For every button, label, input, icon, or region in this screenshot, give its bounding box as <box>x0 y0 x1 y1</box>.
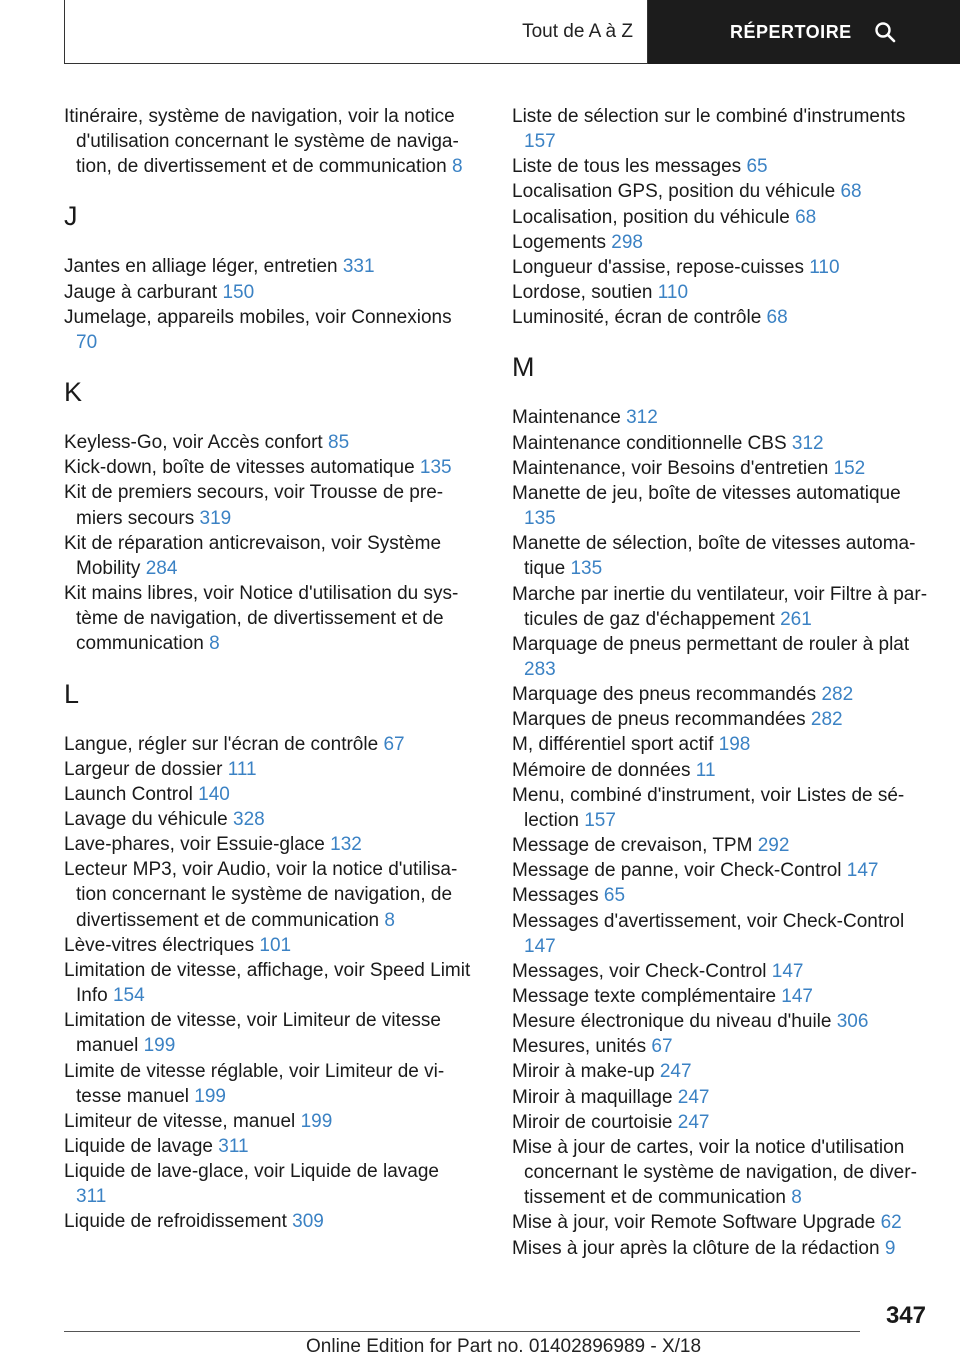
index-entry <box>512 732 928 757</box>
index-entry <box>512 1034 928 1059</box>
index-entry-text: Manette de jeu, boîte de vitesses automatique <box>512 482 901 504</box>
index-entry-text: Marche par inertie du ventilateur, voir Filtre à particules de gaz d'échappement <box>512 583 928 630</box>
page-link[interactable]: 67 <box>383 733 405 755</box>
index-entry-text: Lève-vitres électriques <box>64 934 260 956</box>
index-entry <box>512 883 928 908</box>
index-entry <box>512 959 928 984</box>
index-entry <box>512 758 928 783</box>
page-link[interactable]: 328 <box>233 808 265 830</box>
index-entry-text: Kit de premiers secours, voir Trousse de premiers secours <box>64 482 444 529</box>
search-icon[interactable] <box>874 21 896 43</box>
index-entry <box>64 857 474 932</box>
page-link[interactable]: 319 <box>199 507 232 529</box>
index-entry <box>512 1059 928 1084</box>
page-link[interactable]: 147 <box>524 935 556 957</box>
index-entry <box>512 783 928 833</box>
page-link[interactable]: 8 <box>209 633 220 655</box>
index-entry-text: Message de panne, voir Check-Control <box>512 860 847 882</box>
index-entry <box>512 255 928 280</box>
index-entry-text: Maintenance, voir Besoins d'entretien <box>512 457 834 479</box>
page-link[interactable]: 65 <box>603 885 626 907</box>
index-entry-text: Kit de réparation anticrevaison, voir Système Mobility <box>64 532 442 579</box>
index-entry-text: Kick-down, boîte de vitesses automatique <box>64 457 420 479</box>
page-link[interactable]: 199 <box>300 1110 333 1132</box>
index-entry-text: Localisation, position du véhicule <box>512 206 796 228</box>
index-entry <box>512 1085 928 1110</box>
index-entry-text: Largeur de dossier <box>64 758 228 780</box>
index-entry <box>512 1110 928 1135</box>
index-entry-text: Mémoire de données <box>512 759 696 781</box>
index-entry <box>64 430 474 455</box>
index-entry-text: Liste de sélection sur le combiné d'instruments <box>512 106 906 127</box>
page-link[interactable]: 8 <box>384 909 395 931</box>
index-entry-text: Miroir à make-up <box>512 1061 660 1083</box>
page-link[interactable]: 312 <box>791 432 824 454</box>
index-entry-text: Message texte complémentaire <box>512 986 782 1007</box>
index-entry <box>512 230 928 255</box>
index-entry <box>64 732 474 757</box>
index-entry-text: Manette de sélection, boîte de vitesses automatique <box>512 533 916 580</box>
index-letter-heading: M <box>512 352 535 383</box>
index-entry-text: Keyless-Go, voir Accès confort <box>64 432 328 454</box>
page-link[interactable]: 152 <box>833 457 866 479</box>
index-column-left <box>64 104 474 1235</box>
page-link[interactable]: 85 <box>328 432 350 454</box>
page-link[interactable]: 62 <box>880 1212 902 1234</box>
page-link[interactable]: 147 <box>781 986 813 1007</box>
index-entry <box>512 833 928 858</box>
page-link[interactable]: 157 <box>524 131 556 153</box>
page-link[interactable]: 282 <box>821 684 854 706</box>
page-link[interactable]: 8 <box>791 1187 802 1209</box>
page-link[interactable]: 135 <box>524 508 556 530</box>
page-link[interactable]: 199 <box>143 1035 176 1057</box>
index-entry <box>512 456 928 481</box>
index-entry-text: Miroir de courtoisie <box>512 1111 678 1133</box>
chapter-tab[interactable] <box>648 0 960 64</box>
page-link[interactable]: 311 <box>218 1136 249 1157</box>
index-entry <box>512 1210 928 1235</box>
page-link[interactable]: 199 <box>194 1085 226 1107</box>
index-entry <box>64 531 474 581</box>
page-link[interactable]: 284 <box>145 557 178 579</box>
index-letter-heading: K <box>64 377 83 408</box>
page-link[interactable]: 140 <box>198 783 230 805</box>
page-link[interactable]: 261 <box>780 608 812 630</box>
index-entry-text: Langue, régler sur l'écran de contrôle <box>64 733 384 755</box>
index-entry <box>512 1009 928 1034</box>
index-entry-text: Menu, combiné d'instrument, voir Listes de sélection <box>512 784 905 831</box>
index-entry-text: Kit mains libres, voir Notice d'utilisation du système de navigation, de divertissement et de communication <box>64 583 459 655</box>
index-entry <box>512 909 928 959</box>
index-entry-text: Mesures, unités <box>512 1036 652 1058</box>
page-link[interactable]: 154 <box>112 985 145 1007</box>
footer-edition: Online Edition for Part no. 01402896989 - X/18 <box>306 1336 702 1357</box>
page-link[interactable]: 110 <box>809 256 840 278</box>
page-link[interactable]: 132 <box>330 834 362 856</box>
section-title: Tout de A à Z <box>522 20 633 42</box>
page-link[interactable]: 135 <box>419 457 452 479</box>
section-tab[interactable] <box>64 0 648 64</box>
index-entry-text: Limitation de vitesse, affichage, voir Speed Limit Info <box>64 959 471 1007</box>
footer-divider <box>64 1331 860 1332</box>
page-link[interactable]: 147 <box>771 960 804 982</box>
index-entry <box>64 480 474 530</box>
index-entry-text: Logements <box>512 231 612 253</box>
page-link[interactable]: 157 <box>584 809 616 831</box>
index-entry <box>64 1134 474 1159</box>
index-entry <box>64 958 474 1008</box>
page-link[interactable]: 65 <box>746 156 768 178</box>
index-entry-text: Mise à jour, voir Remote Software Upgrade <box>512 1212 881 1234</box>
page-link[interactable]: 283 <box>524 658 556 680</box>
index-entry <box>64 1059 474 1109</box>
index-entry <box>64 757 474 782</box>
index-entry-text: Limite de vitesse réglable, voir Limiteur de vitesse manuel <box>64 1060 445 1107</box>
index-entry <box>64 254 474 279</box>
page-link[interactable]: 110 <box>657 282 689 304</box>
index-entry <box>512 280 928 305</box>
page-link[interactable]: 70 <box>76 331 98 353</box>
page-link[interactable]: 292 <box>757 835 790 857</box>
index-entry-text: Limiteur de vitesse, manuel <box>64 1110 301 1132</box>
index-entry-text: Messages d'avertissement, voir Check-Control <box>512 910 905 932</box>
index-entry <box>512 431 928 456</box>
page-header <box>64 0 960 64</box>
index-entry-text: Limitation de vitesse, voir Limiteur de vitesse manuel <box>64 1010 441 1057</box>
index-entry <box>512 1135 928 1210</box>
index-entry <box>64 832 474 857</box>
page-link[interactable]: 68 <box>766 307 788 329</box>
index-entry-text: Launch Control <box>64 783 199 805</box>
index-entry <box>64 280 474 305</box>
index-entry <box>512 682 928 707</box>
index-entry-text: Messages <box>512 885 604 907</box>
index-entry <box>64 1209 474 1234</box>
page-link[interactable]: 311 <box>76 1186 107 1208</box>
index-entry-text: M, différentiel sport actif <box>512 734 719 756</box>
index-entry-text: Lecteur MP3, voir Audio, voir la notice d'utilisation concernant le système de navigation, de divertissement et de communication <box>64 859 458 931</box>
index-entry-text: Marquage de pneus permettant de rouler à plat <box>512 633 910 655</box>
index-entry <box>64 1008 474 1058</box>
index-entry-text: Liquide de lavage <box>64 1136 219 1157</box>
page-link[interactable]: 67 <box>651 1036 673 1058</box>
index-entry <box>64 933 474 958</box>
index-entry-text: Mises à jour après la clôture de la rédaction <box>512 1237 885 1259</box>
page-link[interactable]: 198 <box>718 734 751 756</box>
index-entry-text: Message de crevaison, TPM <box>512 835 758 857</box>
index-entry <box>512 582 928 632</box>
index-entry-text: Mesure électronique du niveau d'huile <box>512 1011 837 1033</box>
index-letter-heading: J <box>64 201 78 232</box>
page-link[interactable]: 135 <box>570 558 603 580</box>
index-entry <box>512 481 928 531</box>
index-entry <box>64 807 474 832</box>
page-link[interactable]: 247 <box>677 1111 710 1133</box>
index-entry <box>64 455 474 480</box>
index-entry <box>64 1109 474 1134</box>
page-link[interactable]: 8 <box>451 156 463 178</box>
page-link[interactable]: 147 <box>846 860 879 882</box>
page-link[interactable]: 312 <box>626 407 658 429</box>
index-entry-text: Messages, voir Check-Control <box>512 960 772 982</box>
index-entry-text: Liste de tous les messages <box>512 156 747 178</box>
page-link[interactable]: 247 <box>659 1061 692 1083</box>
index-entry-text: Jantes en alliage léger, entretien <box>64 256 343 278</box>
index-entry <box>64 581 474 656</box>
chapter-title: RÉPERTOIRE <box>730 21 852 42</box>
page-number: 347 <box>885 1302 926 1329</box>
index-entry <box>64 1159 474 1209</box>
page-link[interactable]: 282 <box>810 709 843 731</box>
page-link[interactable]: 111 <box>227 758 257 780</box>
index-entry <box>64 104 474 179</box>
index-entry-text: Jumelage, appareils mobiles, voir Connexions <box>64 306 452 328</box>
index-entry <box>512 858 928 883</box>
index-entry-text: Lavage du véhicule <box>64 808 234 830</box>
index-entry-text: Localisation GPS, position du véhicule <box>512 181 841 203</box>
index-entry-text: Liquide de refroidissement <box>64 1211 293 1233</box>
index-entry-text: Luminosité, écran de contrôle <box>512 307 767 329</box>
index-entry-text: Jauge à carburant <box>64 281 223 303</box>
index-entry <box>64 305 474 355</box>
index-entry <box>512 405 928 430</box>
index-entry-text: Itinéraire, système de navigation, voir la notice d'utilisation concernant le système de navigation, de divertissement et de communication <box>64 106 459 178</box>
index-column-right <box>512 104 928 1261</box>
page-link[interactable]: 150 <box>222 281 255 303</box>
index-entry-text: Miroir à maquillage <box>512 1086 678 1108</box>
index-entry <box>512 1236 928 1261</box>
page-link[interactable]: 247 <box>677 1086 710 1108</box>
index-entry-text: Lave-phares, voir Essuie-glace <box>64 834 331 856</box>
index-entry-text: Longueur d'assise, repose-cuisses <box>512 256 810 278</box>
index-entry <box>512 205 928 230</box>
page-link[interactable]: 68 <box>795 206 817 228</box>
index-letter-heading: L <box>64 678 80 709</box>
page-link[interactable]: 306 <box>836 1011 869 1033</box>
index-entry-text: Maintenance <box>512 407 627 429</box>
index-entry-text: Marques de pneus recommandées <box>512 709 811 731</box>
index-entry-text: Liquide de lave-glace, voir Liquide de lavage <box>64 1161 439 1183</box>
index-entry <box>512 984 928 1009</box>
index-entry <box>512 104 928 154</box>
index-entry <box>512 154 928 179</box>
index-entry <box>512 632 928 682</box>
index-entry-text: Marquage des pneus recommandés <box>512 684 822 706</box>
index-entry <box>512 179 928 204</box>
page-link[interactable]: 11 <box>695 759 716 781</box>
index-entry-text: Lordose, soutien <box>512 282 658 304</box>
index-entry <box>64 782 474 807</box>
index-entry-text: Maintenance conditionnelle CBS <box>512 432 792 454</box>
page-link[interactable]: 331 <box>342 256 375 278</box>
page-link[interactable]: 9 <box>884 1237 896 1259</box>
page-link[interactable]: 101 <box>259 934 292 956</box>
index-entry <box>512 707 928 732</box>
page-link[interactable]: 309 <box>292 1211 324 1233</box>
page-link[interactable]: 298 <box>611 231 643 253</box>
page-link[interactable]: 68 <box>840 181 862 203</box>
index-entry <box>512 305 928 330</box>
index-entry-text: Mise à jour de cartes, voir la notice d'utilisation concernant le système de navigation, de divertissement et de communication <box>512 1136 917 1209</box>
index-entry <box>512 531 928 581</box>
